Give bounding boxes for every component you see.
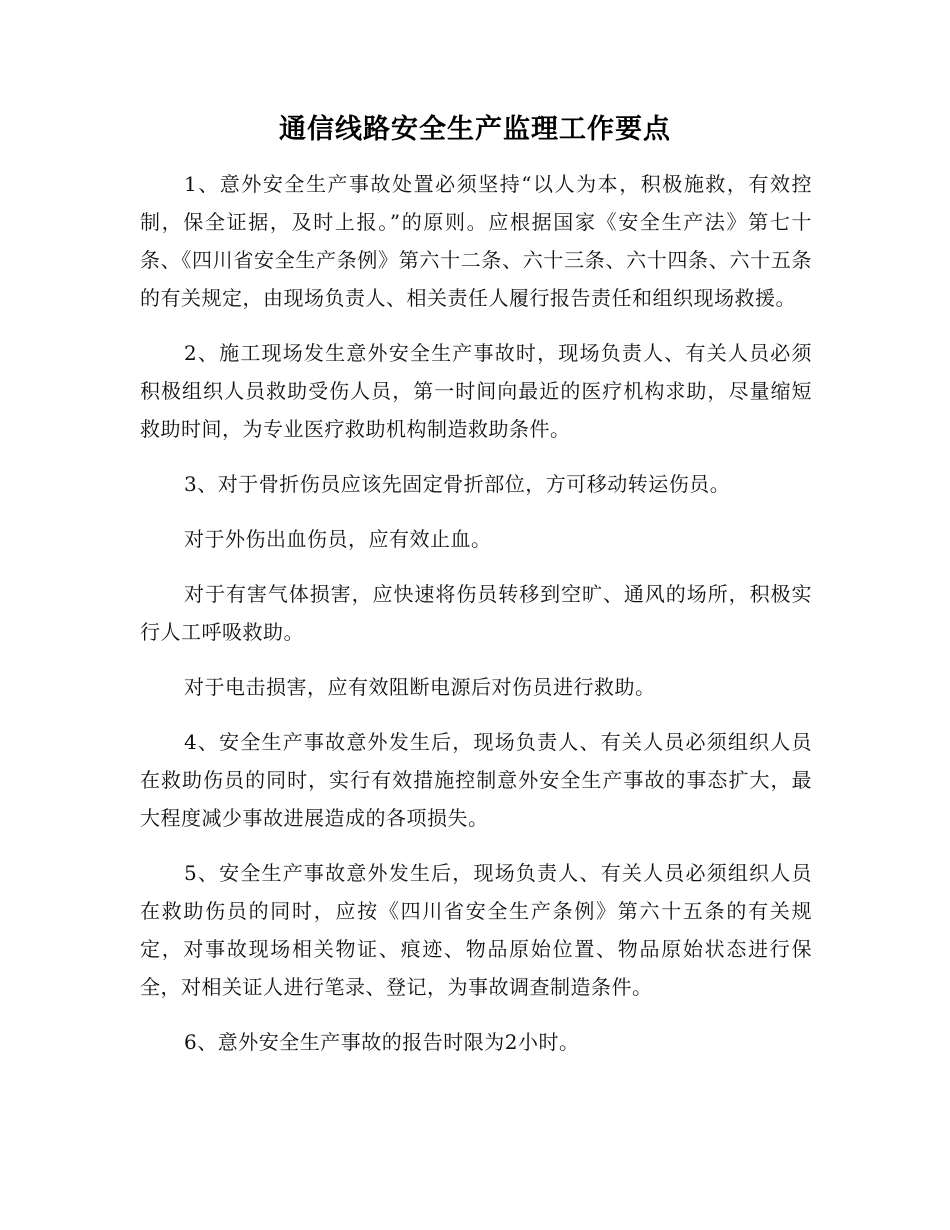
paragraph-1: 1、意外安全生产事故处置必须坚持“以人为本，积极施救，有效控制，保全证据，及时上报。”的原则。应根据国家《安全生产法》第七十条、《四川省安全生产条例》第六十二条、六十三条、六十四条、六十五条的有关规定，由现场负责人、相关责任人履行报告责任和组织现场救援。 <box>140 172 812 310</box>
paragraph-3-electric: 对于电击损害，应有效阻断电源后对伤员进行救助。 <box>184 675 656 699</box>
paragraph-2: 2、施工现场发生意外安全生产事故时，现场负责人、有关人员必须积极组织人员救助受伤人员，第一时间向最近的医疗机构求助，尽量缩短救助时间，为专业医疗救助机构制造救助条件。 <box>140 341 812 441</box>
paragraph-5: 5、安全生产事故意外发生后，现场负责人、有关人员必须组织人员在救助伤员的同时，应按《四川省安全生产条例》第六十五条的有关规定，对事故现场相关物证、痕迹、物品原始位置、物品原始状态进行保全，对相关证人进行笔录、登记，为事故调查制造条件。 <box>140 861 812 999</box>
paragraph-3-bleeding: 对于外伤出血伤员，应有效止血。 <box>184 527 492 551</box>
document-title: 通信线路安全生产监理工作要点 <box>279 114 671 145</box>
paragraph-4: 4、安全生产事故意外发生后，现场负责人、有关人员必须组织人员在救助伤员的同时，实行有效措施控制意外安全生产事故的事态扩大，最大程度减少事故进展造成的各项损失。 <box>140 730 812 830</box>
paragraph-3: 3、对于骨折伤员应该先固定骨折部位，方可移动转运伤员。 <box>184 472 731 496</box>
paragraph-6: 6、意外安全生产事故的报告时限为2小时。 <box>184 1030 580 1054</box>
paragraph-3-gas: 对于有害气体损害，应快速将伤员转移到空旷、通风的场所，积极实行人工呼吸救助。 <box>140 582 812 644</box>
document-body <box>140 165 812 1078</box>
